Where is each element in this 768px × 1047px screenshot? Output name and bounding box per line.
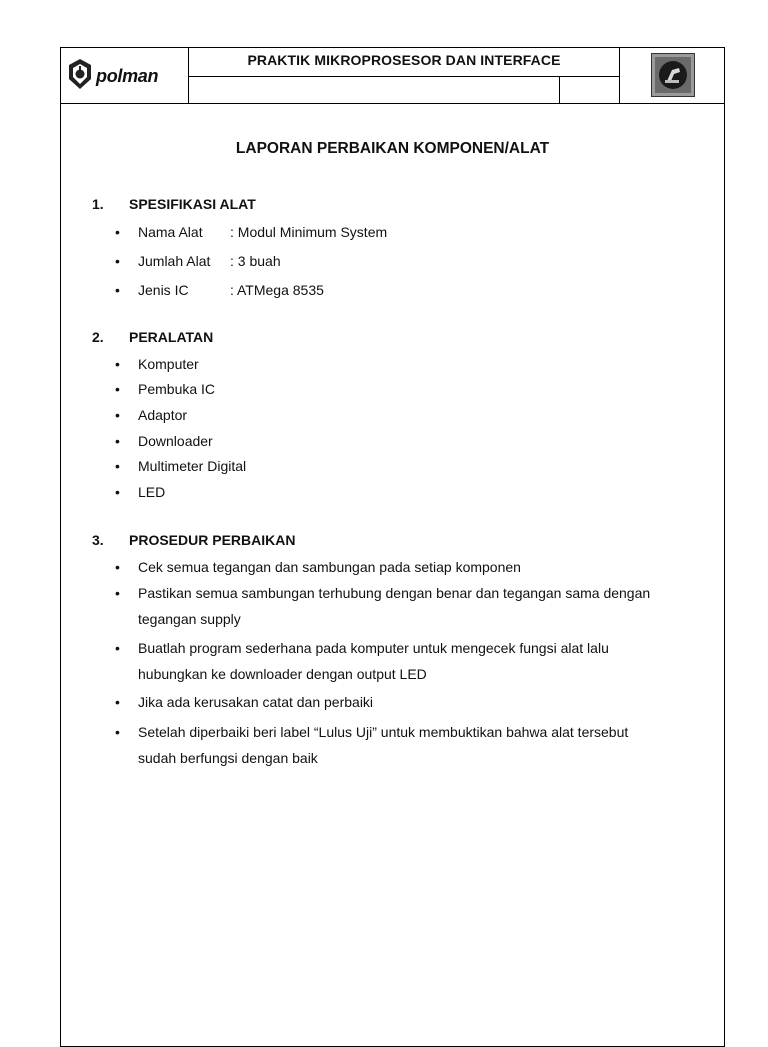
- section-heading-2: [92, 329, 213, 345]
- spec-value: : Modul Minimum System: [230, 224, 388, 240]
- institution-emblem: [651, 53, 695, 97]
- spec-label: Jenis IC: [138, 282, 189, 298]
- course-title: PRAKTIK MIKROPROSESOR DAN INTERFACE: [247, 52, 561, 68]
- polman-logo: [61, 48, 188, 104]
- section-number: 1.: [92, 196, 104, 212]
- header-small-cell-top: [559, 76, 560, 104]
- section-number: 3.: [92, 532, 104, 548]
- spec-value: : 3 buah: [230, 253, 281, 269]
- polman-emblem-icon: [67, 57, 93, 91]
- section-title: SPESIFIKASI ALAT: [129, 196, 256, 212]
- section-heading-1: [92, 196, 256, 212]
- document-page: polman PRAKTIK MIKROPROSESOR DAN INTERFACE LAPORAN PERBAIKAN KOMPONEN/ALAT 1. SPESIFIKASI ALAT • Nama Alat : Modul Minimum System • Jumlah Alat : 3 buah • Jenis IC : ATMega 8535 2. PERALATAN • Komputer • Pembuka IC • Adaptor • Downloader • Multimeter Digital • LED 3. PROSEDUR PERBAIKAN • Cek semua tegangan dan sambungan pada setiap komponen • Pastikan semua sambungan terhubung dengan benar dan tegangan sama dengan tegangan supply • Buatlah program sederhana pada komputer untuk mengecek fungsi alat lalu hubungkan ke downloader dengan output LED • Jika ada kerusakan catat dan perbaiki • Setelah diperbaiki beri label “Lulus Uji” untuk membuktikan bahwa alat tersebut sudah berfungsi dengan baik: [60, 47, 725, 1047]
- header-title-underline: [188, 76, 620, 77]
- report-title: LAPORAN PERBAIKAN KOMPONEN/ALAT: [235, 140, 550, 157]
- section-title: PROSEDUR PERBAIKAN: [129, 532, 296, 548]
- robot-arm-icon: [652, 54, 694, 96]
- section-heading-3: [92, 532, 295, 548]
- polman-logo-text: polman: [96, 66, 159, 86]
- spec-label: Jumlah Alat: [138, 253, 211, 269]
- spec-value: : ATMega 8535: [230, 282, 324, 298]
- section-title: PERALATAN: [129, 329, 214, 345]
- section-number: 2.: [92, 329, 104, 345]
- spec-label: Nama Alat: [138, 224, 203, 240]
